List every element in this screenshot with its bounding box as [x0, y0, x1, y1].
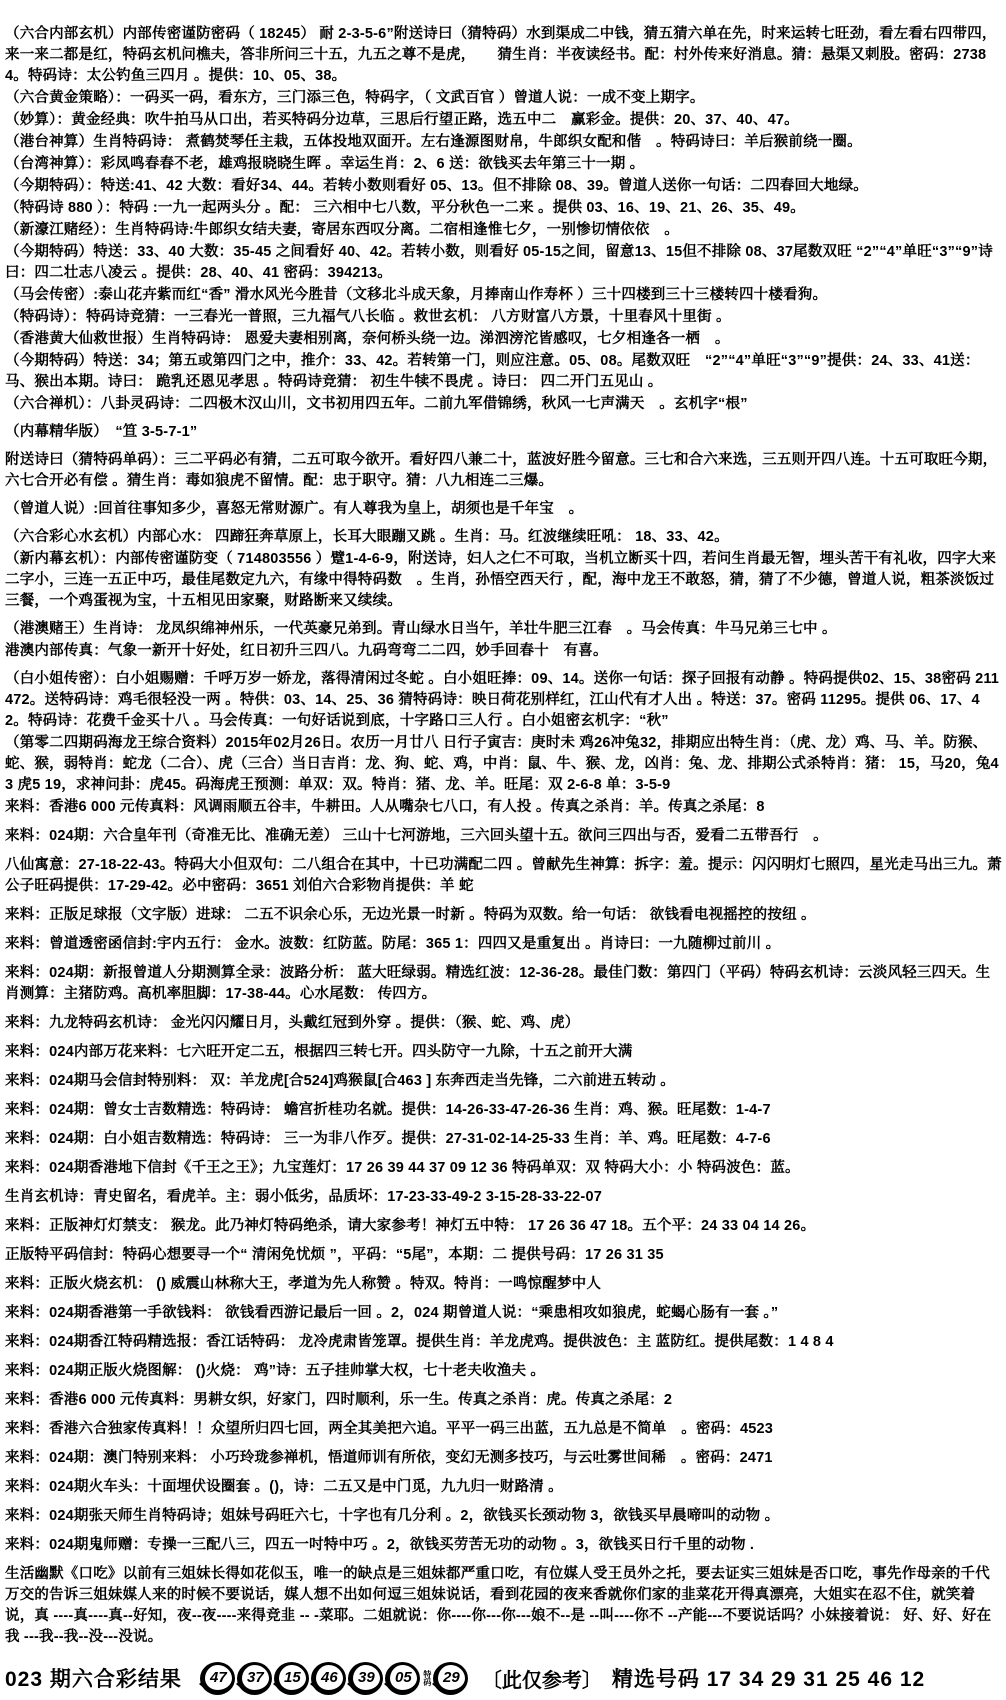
text-line: 来料：024期鬼师赠：专操一三配八三，四五一吋特中巧 。2，欲钱买劳苦无功的动物 。3，欲钱买日行千里的动物 .	[5, 1537, 755, 1553]
text-line: （新濠江赌经）：生肖特码诗:牛郎织女结夫妻，寄居东西叹分离。二宿相逢惟七夕，一别惨切情依依 。	[5, 222, 679, 238]
text-line: （港台神算）生肖特码诗： 煮鹤焚琴任主栽，五体投地双面开。左右逢源图财帛，牛郎织女配和偕 。特码诗曰：羊后猴前绕一圈。	[5, 134, 862, 150]
text-line: 来料：024期：新报曾道人分期测算全录：波路分析： 蓝大旺绿弱。精选红波：12-36-28。最佳门数：第四门（平码）特码玄机诗：云淡风轻三四天。生肖测算：主猪防鸡。高机率胆脚：17-38-44。心水尾数： 传四方。	[5, 965, 991, 1002]
text-line: 生活幽默《口吃》以前有三姐妹长得如花似玉，唯一的缺点是三姐妹都严重口吃，有位媒人受王员外之托，要去证实三姐妹是否口吃，事先作母亲的千代万交的告诉三姐妹媒人来的时候不要说话，媒人想不出如何逗三姐妹说话，看到花园的夜来香就你们家的韭菜花开得真漂亮，大姐实在忍不住，就笑着说，真 ----真----真--好知，夜--夜----来得竞韭 -- -菜耶。二姐就说：你----你---你---娘不--是 --叫----你不 --产能---不要说话吗？小妹接着说： 好、好、好在我 ---我--我--没---没说。	[5, 1566, 992, 1645]
special-lottery-ball: 29	[433, 1662, 468, 1695]
text-line: （六合内部玄机）内部传密谨防密码（ 18245） 耐 2-3-5-6”附送诗曰（猜特码）水到渠成二中钱，猜五猜六单在先，时来运转七旺劲，看左看右四带四，来一来二都是红，特码玄机问樵夫，答非所问三十五，九五之尊不是虎， 猜生肖：半夜读经书。配：村外传来好消息。猜：悬渠又刺股。密码：27384。特码诗：太公钓鱼三四月 。提供：10、05、38。	[5, 26, 997, 84]
reference-note: 〔此仅参考〕	[481, 1669, 602, 1692]
text-line: （香港黄大仙救世报）生肖特码诗： 恩爱夫妻相别离，奈何桥头绕一边。涕泗滂沱皆感叹，七夕相逢各一栖 。	[5, 331, 730, 347]
text-line: 来料：024期香江特码精选报：香江话特码： 龙冷虎肃皆笼罩。提供生肖：羊龙虎鸡。提供波色：主 蓝防红。提供尾数：1 4 8 4	[5, 1334, 834, 1350]
text-line: 来料：024内部万花来料：七六旺开定二五，根据四三转七开。四头防守一九除，十五之前开大满	[5, 1044, 633, 1060]
lottery-ball: 15	[274, 1662, 309, 1695]
text-line: 来料：024期：澳门特别来料： 小巧玲珑参禅机，悟道师训有所依，变幻无测多技巧，与云吐雾世间稀 。密码：2471	[5, 1450, 773, 1466]
document-lines	[5, 24, 1002, 1648]
text-line: 正版特平码信封：特码心想要寻一个“ 清闲免忧烦 ”，平码：“5尾”，本期：二 提供号码：17 26 31 35	[5, 1247, 664, 1263]
text-line: 附送诗曰（猜特码单码）：三二平码必有猜，二五可取今欲开。看好四八兼二十，蓝波好胜今留意。三七和合六来选，三五则开四八连。十五可取旺今期，六七合开必有偿 。猜生肖：毒如狼虎不留情。配：忠于职守。猜：八九相连二三爆。	[5, 452, 998, 489]
text-line: （今期特码）特送：34；第五或第四门之中，推介：33、42。若转第一门，则应注意。05、08。尾数双旺 “2”“4”单旺“3”“9”提供：24、33、41送：马、猴出本期。诗曰： 跪乳还恩见孝思 。特码诗竞猜： 初生牛犊不畏虎 。诗曰： 四二开门五见山 。	[5, 353, 980, 390]
text-line: 来料：024期香港第一手欲钱料： 欲钱看西游记最后一回 。2，024 期曾道人说：“乘患相攻如狼虎，蛇蝎心肠有一套 。”	[5, 1305, 779, 1321]
text-line: 八仙寓意：27-18-22-43。特码大小但双句：二八组合在其中，十已功满配二四 。曾献先生神算：拆字：羞。提示：闪闪明灯七照四，星光走马出三九。萧公子旺码提供：17-29-42。必中密码：3651 刘伯六合彩物肖提供：羊 蛇	[5, 857, 1002, 894]
text-line: （六合禅机）：八卦灵码诗：二四极木汉山川，文书初用四五年。二前九军借锦绣，秋风一七声满天 。玄机字“根”	[5, 396, 748, 412]
text-line: 港澳内部传真：气象一新开十好处，红日初升三四八。九码弯弯二二四，妙手回春十 有喜。	[5, 643, 608, 659]
text-line: （特码诗 880 ）：特码 :一九一起两头分 。配： 三六相中七八数，平分秋色一二来 。提供 03、16、19、21、26、35、49。	[5, 200, 805, 216]
text-line: （新内幕玄机）：内部传密谨防变（ 714803556 ）躄1-4-6-9，附送诗，妇人之仁不可取，当机立断买十四，若问生肖最无智，埋头苦干有礼收，四字大来二字小，三连一五正中巧，最佳尾数定九六，有缘中得特码数 。生肖，孙悟空西天行 ，配，海中龙王不敢怒，猜，猜了不少德，曾道人说，粗茶淡饭过三餐，一个鸡蛋视为宝，十五相见田家聚，财路断来又续续。	[5, 551, 997, 609]
text-line: 来料：曾道透密函信封:宇内五行： 金水。波数：红防蓝。防尾：365 1：四四又是重复出 。肖诗曰：一九随柳过前川 。	[5, 936, 781, 952]
text-line: （曾道人说）:回首往事知多少，喜怒无常财源广。有人尊我为皇上，胡须也是千年宝 。	[5, 501, 584, 517]
text-line: （白小姐传密）：白小姐赐赠：千呼万岁一娇龙，落得清闲过冬蛇 。白小姐旺捧：09、14。送你一句话：探子回报有动静 。特码提供02、15、38密码 211472。送特码诗：鸡毛很轻没一两 。特供：03、14、25、36 猜特码诗：映日荷花别样红，江山代有才人出 。特送：37。密码 11295。提供 06、17、42。特码诗：花费千金买十八 。马会传真：一句好话说到底，十字路口三人行 。白小姐密玄机字：“秋”	[5, 671, 1000, 729]
text-line: 来料：正版足球报（文字版）进球： 二五不识余心乐，无边光景一时新 。特码为双数。给一句话： 欲钱看电视摇控的按纽 。	[5, 907, 816, 923]
text-line: 来料：024期香港地下信封《千王之王》；九宝莲灯：17 26 39 44 37 09 12 36 特码单双：双 特码大小：小 特码波色：蓝。	[5, 1160, 800, 1176]
result-label: 023 期六合彩结果	[5, 1668, 182, 1691]
text-line: （六合彩心水玄机）内部心水： 四蹄狂奔草原上，长耳大眼蹦又跳 。生肖：马。红波继续旺吼： 18、33、42。	[5, 529, 729, 545]
text-line: （港澳赌王）生肖诗： 龙凤织绵神州乐，一代英豪兄弟到。青山绿水日当午，羊壮牛肥三江春 。马会传真：牛马兄弟三七中 。	[5, 621, 837, 637]
lottery-ball: 05	[385, 1662, 420, 1695]
text-line: 来料：正版神灯灯禁支： 猴龙。此乃神灯特码绝杀，请大家参考！神灯五中特： 17 26 36 47 18。五个平：24 33 04 14 26。	[5, 1218, 816, 1234]
text-line: （马会传密）:泰山花卉紫而红“香” 滑水风光今胜昔（文移北斗成天象，月捧南山作寿杯 ）三十四楼到三十三楼转四十楼看狗。	[5, 287, 828, 303]
text-line: 来料：024期：曾女士吉数精选：特码诗： 蟾宫折桂功名就。提供：14-26-33-47-26-36 生肖：鸡、猴。旺尾数：1-4-7	[5, 1102, 771, 1118]
text-line: （台湾神算）：彩凤鸣春春不老，雄鸡报晓晓生晖 。幸运生肖：2、6 送：欲钱买去年第三十一期 。	[5, 156, 645, 172]
lottery-ball: 47	[200, 1662, 235, 1695]
lottery-ball: 39	[348, 1662, 383, 1695]
text-line: 来料：正版火烧玄机： () 威震山林称大王，孝道为先人称赞 。特双。特肖：一鸣惊醒梦中人	[5, 1276, 602, 1292]
text-line: （第零二四期码海龙王综合资料）2015年02月26日。农历一月廿八 日行子寅吉：庚时未 鸡26冲兔32，排期应出特生肖：（虎、龙）鸡、马、羊。防猴、蛇、猴，弱特肖：蛇龙（二合）、虎（三合）当日吉肖：龙、狗、蛇、鸡，中肖：鼠、牛、猴、龙，凶肖：兔、龙、排期公式杀特肖：猪： 15，马20，兔43 虎5 19，求神问卦：虎45。码海虎王预测：单双：双。特肖：猪、龙、羊。旺尾：双 2-6-8 单：3-5-9	[5, 735, 999, 793]
text-line: 来料：香港6 000 元传真料：男耕女织，好家门，四时顺利，乐一生。传真之杀肖：虎。传真之杀尾：2	[5, 1392, 673, 1408]
text-line: 来料：024期正版火烧图解： ()火烧： 鸡”诗：五子挂帅掌大权，七十老夫收渔夫 。	[5, 1363, 546, 1379]
text-line: 来料：024期张天师生肖特码诗；姐妹号码旺六七，十字也有几分利 。2，欲钱买长颈动物 3，欲钱买早晨啼叫的动物 。	[5, 1508, 780, 1524]
text-line: 来料：香港6 000 元传真料：风调雨顺五谷丰，牛耕田。人从嘴杂七八口，有人投 。传真之杀肖：羊。传真之杀尾：8	[5, 799, 765, 815]
text-line: （今期特码）特送：33、40 大数：35-45 之间看好 40、42。若转小数，则看好 05-15之间，留意13、15但不排除 08、37尾数双旺 “2”“4”单旺“3”“9”诗曰：四二壮志八凌云 。提供：28、40、41 密码：394213。	[5, 244, 993, 281]
text-line: 来料：024期火车头：十面埋伏设圈套 。()，诗：二五又是中门觅，九九归一财路清 。	[5, 1479, 563, 1495]
special-number-marker: 特码	[422, 1670, 432, 1686]
text-line: 生肖玄机诗：青史留名，看虎羊。主：弱小低劣，品质坏：17-23-33-49-2 3-15-28-33-22-07	[5, 1189, 602, 1205]
lottery-ball: 37	[237, 1662, 272, 1695]
result-balls	[200, 1662, 422, 1695]
text-line: （内幕精华版） “笪 3-5-7-1”	[5, 424, 198, 440]
lottery-ball: 46	[311, 1662, 346, 1695]
selected-numbers: 精选号码 17 34 29 31 25 46 12	[611, 1668, 926, 1691]
text-line: （今期特码）：特送:41、42 大数：看好34、44。若转小数则看好 05、13。但不排除 08、39。曾道人送你一句话：二四春回大地绿。	[5, 178, 868, 194]
text-line: （六合黄金策略）：一码买一码，看东方，三门添三色，特码字，（ 文武百官 ）曾道人说：一成不变上期字。	[5, 90, 705, 106]
result-row	[5, 1656, 1002, 1700]
text-line: 来料：香港六合独家传真料！！众望所归四七回，两全其美把六追。平平一码三出蓝，五九总是不简单 。密码：4523	[5, 1421, 774, 1437]
text-line: 来料：九龙特码玄机诗： 金光闪闪耀日月，头戴红冠到外穿 。提供：（猴、蛇、鸡、虎）	[5, 1015, 580, 1031]
text-line: 来料：024期：六合皇年刊（奇准无比、准确无差） 三山十七河游地，三六回头望十五。欲问三四出与否，爱看二五带吾行 。	[5, 828, 828, 844]
text-line: （妙算）：黄金经典：吹牛拍马从口出，若买特码分边草，三思后行望正路，选五中二 赢彩金。提供：20、37、40、47。	[5, 112, 799, 128]
text-line: 来料：024期马会信封特别料： 双：羊龙虎[合524]鸡猴鼠[合463 ] 东奔西走当先锋，二六前进五转动 。	[5, 1073, 676, 1089]
text-line: 来料：024期：白小姐吉数精选：特码诗： 三一为非八作歹。提供：27-31-02-14-25-33 生肖：羊、鸡。旺尾数：4-7-6	[5, 1131, 771, 1147]
text-line: （特码诗）：特码诗竞猜：一三春光一普照，三九福气八长临 。救世玄机： 八方财富八方景，十里春风十里街 。	[5, 309, 731, 325]
